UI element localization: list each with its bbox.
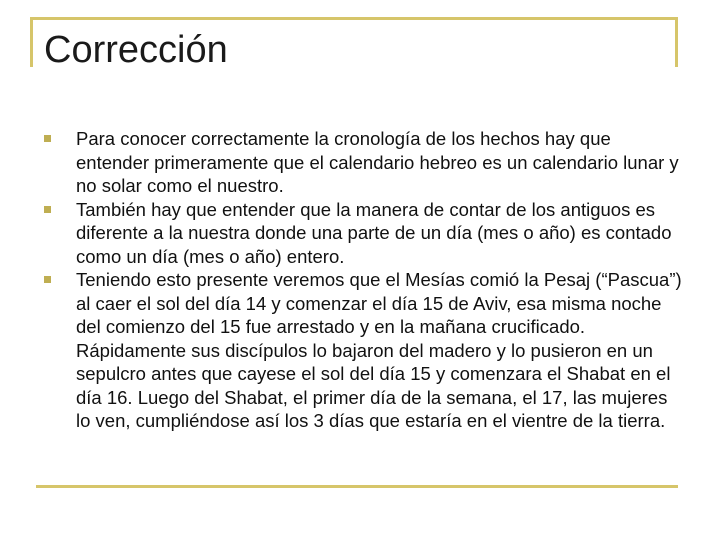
- square-bullet-icon: [44, 135, 51, 142]
- bullet-text: También hay que entender que la manera de contar de los antiguos es diferente a la nuestra donde una parte de un día (mes o año) es contado como un día (mes o año) entero.: [76, 198, 672, 267]
- bullet-item: [44, 198, 684, 269]
- square-bullet-icon: [44, 206, 51, 213]
- bullet-item: [44, 127, 684, 198]
- frame-left-rule: [30, 17, 33, 67]
- bullet-list: [44, 127, 684, 433]
- square-bullet-icon: [44, 276, 51, 283]
- frame-top-rule: [30, 17, 678, 20]
- slide-title: Corrección: [44, 26, 230, 74]
- bullet-item: [44, 268, 684, 433]
- frame-right-rule: [675, 17, 678, 67]
- frame-bottom-rule: [36, 485, 678, 488]
- bullet-text: Teniendo esto presente veremos que el Mesías comió la Pesaj (“Pascua”) al caer el sol del día 14 y comenzar el día 15 de Aviv, esa misma noche del comienzo del 15 fue arrestado y en la mañana crucificado. Rápidamente sus discípulos lo bajaron del madero y lo pusieron en un sepulcro antes que cayese el sol del día 15 y comenzara el Shabat en el día 16. Luego del Shabat, el primer día de la semana, el 17, las mujeres lo ven, cumpliéndose así los 3 días que estaría en el vientre de la tierra.: [76, 269, 682, 431]
- bullet-text: Para conocer correctamente la cronología de los hechos hay que entender primeramente que el calendario hebreo es un calendario lunar y no solar como el nuestro.: [76, 128, 679, 196]
